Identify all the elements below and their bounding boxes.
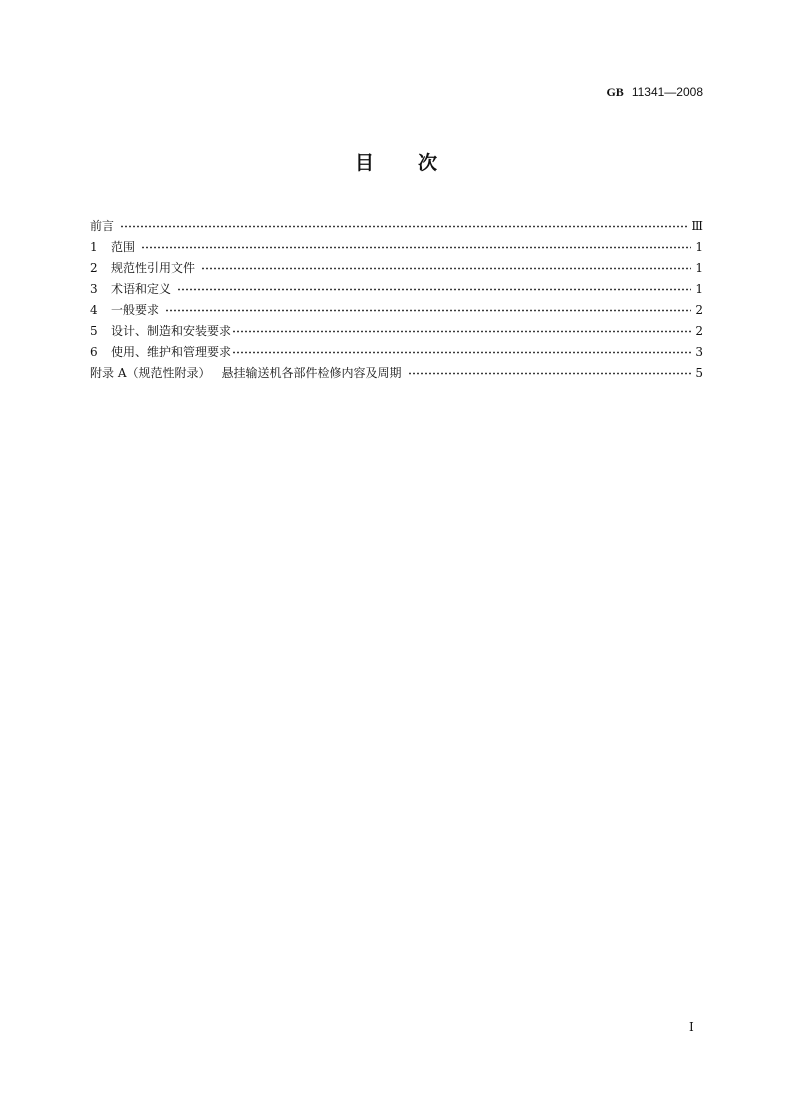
toc-entry-number: 2 [90, 261, 98, 275]
toc-entry-use-maintenance [90, 342, 703, 363]
toc-entry-title: 前言 [90, 219, 115, 233]
toc-entry-number: 4 [90, 303, 98, 317]
toc-leader-dots [141, 246, 691, 249]
toc-entry-title: 设计、制造和安装要求 [111, 324, 232, 338]
toc-leader-dots [408, 372, 692, 375]
toc-entry-title: 规范性引用文件 [111, 261, 196, 275]
toc-entry-page: 1 [695, 240, 703, 254]
toc-leader-dots [177, 288, 691, 291]
toc-entry-page: 2 [695, 324, 703, 338]
toc-leader-dots [232, 330, 691, 333]
toc-entry-terms-definitions [90, 279, 703, 300]
page-title-char: 目 [354, 152, 374, 174]
toc-entry-number: 5 [90, 324, 98, 338]
standard-number-header [606, 84, 703, 100]
toc-entry-title: 悬挂输送机各部件检修内容及周期 [221, 366, 402, 380]
toc-entry-general-requirements [90, 300, 703, 321]
toc-entry-title: 使用、维护和管理要求 [111, 345, 232, 359]
toc-entry-foreword [90, 216, 703, 237]
toc-entry-page: Ⅲ [691, 219, 703, 233]
toc-leader-dots [165, 309, 691, 312]
toc-entry-number: 6 [90, 345, 98, 359]
toc-leader-dots [232, 351, 691, 354]
page-number: I [689, 1020, 694, 1034]
page-title [0, 150, 792, 176]
toc-entry-number: 3 [90, 282, 98, 296]
page-title-char: 次 [418, 152, 438, 174]
standard-code: GB [606, 85, 624, 99]
toc-entry-page: 3 [695, 345, 703, 359]
toc-leader-dots [201, 267, 691, 270]
toc-entry-page: 2 [695, 303, 703, 317]
toc-entry-normative-references [90, 258, 703, 279]
toc-entry-page: 1 [695, 282, 703, 296]
toc-entry-scope [90, 237, 703, 258]
table-of-contents [90, 216, 703, 384]
toc-entry-title: 一般要求 [111, 303, 160, 317]
toc-entry-page: 1 [695, 261, 703, 275]
toc-entry-number: 1 [90, 240, 98, 254]
toc-leader-dots [120, 225, 687, 228]
standard-number: 11341—2008 [631, 85, 703, 99]
toc-entry-title: 术语和定义 [111, 282, 172, 296]
toc-entry-appendix-a [90, 363, 703, 384]
toc-entry-appendix-label: 附录 A（规范性附录） [90, 366, 211, 380]
toc-entry-design-manufacture [90, 321, 703, 342]
toc-entry-title: 范围 [111, 240, 136, 254]
toc-entry-page: 5 [695, 366, 703, 380]
